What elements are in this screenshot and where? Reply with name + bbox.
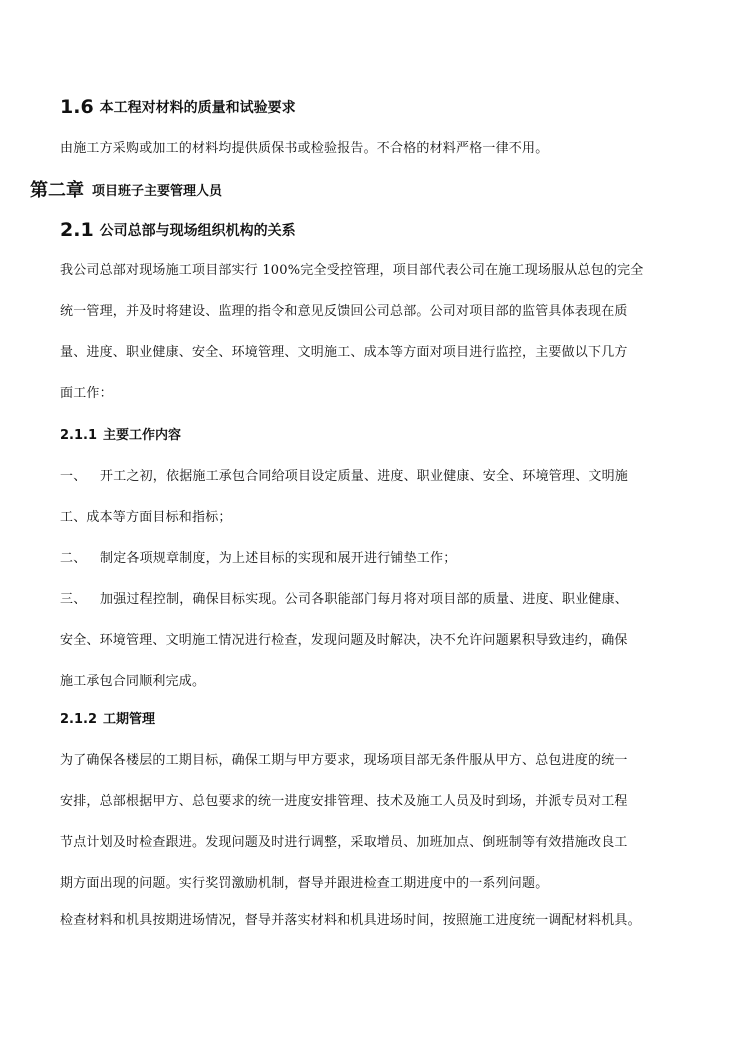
section-2-1-heading bbox=[60, 220, 296, 241]
list-item-text: 制定各项规章制度，为上述目标的实现和展开进行铺垫工作； bbox=[100, 551, 457, 566]
paragraph-line: 由施工方采购或加工的材料均提供质保书或检验报告。不合格的材料严格一律不用。 bbox=[60, 141, 549, 156]
chapter-number: 第二章 bbox=[30, 180, 84, 201]
list-item-text: 安全、环境管理、文明施工情况进行检查，发现问题及时解决，决不允许问题累积导致违约，确保 bbox=[60, 633, 628, 648]
section-title: 本工程对材料的质量和试验要求 bbox=[99, 100, 296, 116]
section-number: 2.1.1 bbox=[60, 428, 98, 443]
list-item-text: 加强过程控制，确保目标实现。公司各职能部门每月将对项目部的质量、进度、职业健康、 bbox=[100, 592, 629, 607]
list-marker: 二、 bbox=[60, 551, 87, 566]
chapter-2-heading bbox=[30, 180, 222, 203]
paragraph-line: 量、进度、职业健康、安全、环境管理、文明施工、成本等方面对项目进行监控，主要做以下几方 bbox=[60, 345, 628, 360]
paragraph-line: 安排，总部根据甲方、总包要求的统一进度安排管理、技术及施工人员及时到场，并派专员对工程 bbox=[60, 794, 628, 809]
section-1-6-heading bbox=[60, 97, 296, 118]
section-2-1-2-last-line bbox=[60, 900, 641, 941]
paragraph-line: 统一管理，并及时将建设、监理的指令和意见反馈回公司总部。公司对项目部的监管具体表现在质 bbox=[60, 304, 628, 319]
paragraph-line: 面工作： bbox=[60, 386, 113, 401]
list-item-text: 工、成本等方面目标和指标； bbox=[60, 510, 232, 525]
list-marker: 一、 bbox=[60, 469, 87, 484]
section-2-1-paragraph bbox=[60, 250, 644, 414]
chapter-title: 项目班子主要管理人员 bbox=[92, 184, 223, 199]
paragraph-line: 期方面出现的问题。实行奖罚激励机制，督导并跟进检查工期进度中的一系列问题。 bbox=[60, 876, 549, 891]
section-number: 2.1.2 bbox=[60, 712, 98, 727]
paragraph-line: 检查材料和机具按期进场情况，督导并落实材料和机具进场时间，按照施工进度统一调配材料机具。 bbox=[60, 913, 641, 928]
section-title: 公司总部与现场组织机构的关系 bbox=[99, 223, 296, 239]
section-title: 工期管理 bbox=[103, 712, 156, 727]
list-item-text: 施工承包合同顺利完成。 bbox=[60, 674, 206, 689]
paragraph-line: 节点计划及时检查跟进。发现问题及时进行调整，采取增员、加班加点、倒班制等有效措施改良工 bbox=[60, 835, 628, 850]
section-1-6-body bbox=[60, 128, 548, 169]
section-2-1-2-paragraph bbox=[60, 740, 628, 904]
section-2-1-2-heading bbox=[60, 711, 155, 729]
paragraph-line: 我公司总部对现场施工项目部实行 100%完全受控管理，项目部代表公司在施工现场服从总包的完全 bbox=[60, 263, 644, 278]
list-item-1 bbox=[60, 456, 628, 538]
list-marker: 三、 bbox=[60, 592, 87, 607]
section-number: 1.6 bbox=[60, 96, 94, 118]
section-2-1-1-heading bbox=[60, 427, 181, 445]
list-item-text: 开工之初，依据施工承包合同给项目设定质量、进度、职业健康、安全、环境管理、文明施 bbox=[100, 469, 629, 484]
paragraph-line: 为了确保各楼层的工期目标，确保工期与甲方要求，现场项目部无条件服从甲方、总包进度的统一 bbox=[60, 753, 628, 768]
list-item-3 bbox=[60, 579, 628, 702]
section-title: 主要工作内容 bbox=[103, 428, 182, 443]
work-content-list bbox=[60, 456, 628, 702]
section-number: 2.1 bbox=[60, 219, 94, 241]
list-item-2 bbox=[60, 538, 628, 579]
